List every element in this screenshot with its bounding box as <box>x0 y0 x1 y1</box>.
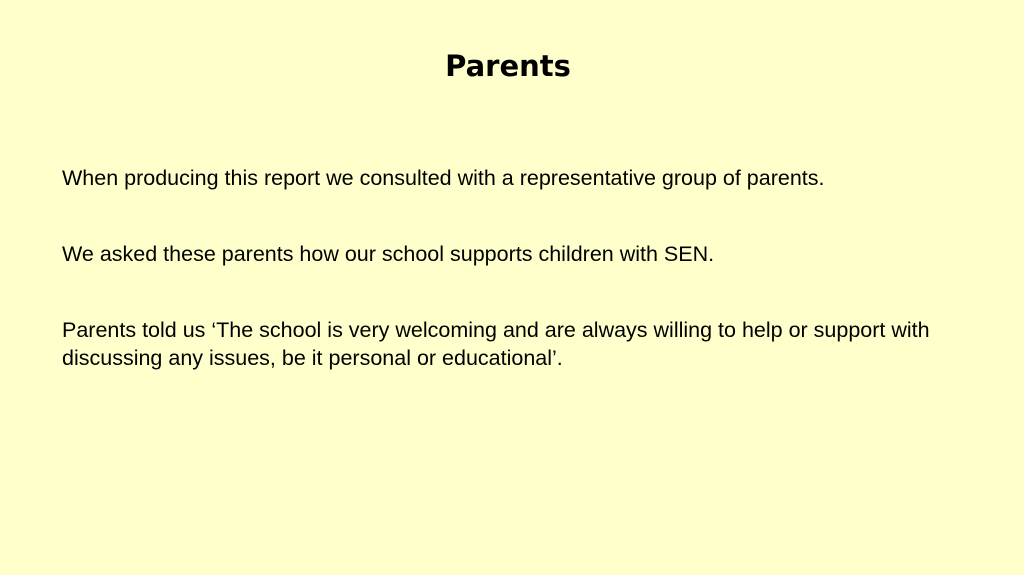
paragraph-consultation: When producing this report we consulted with a representative group of parents. <box>62 166 825 190</box>
paragraph-question: We asked these parents how our school supports children with SEN. <box>62 242 715 266</box>
slide-title: Parents <box>445 49 571 83</box>
paragraph-parent-quote: Parents told us ‘The school is very welcoming and are always willing to help or support with discussing any issues, be it personal or educational’. <box>62 318 930 370</box>
